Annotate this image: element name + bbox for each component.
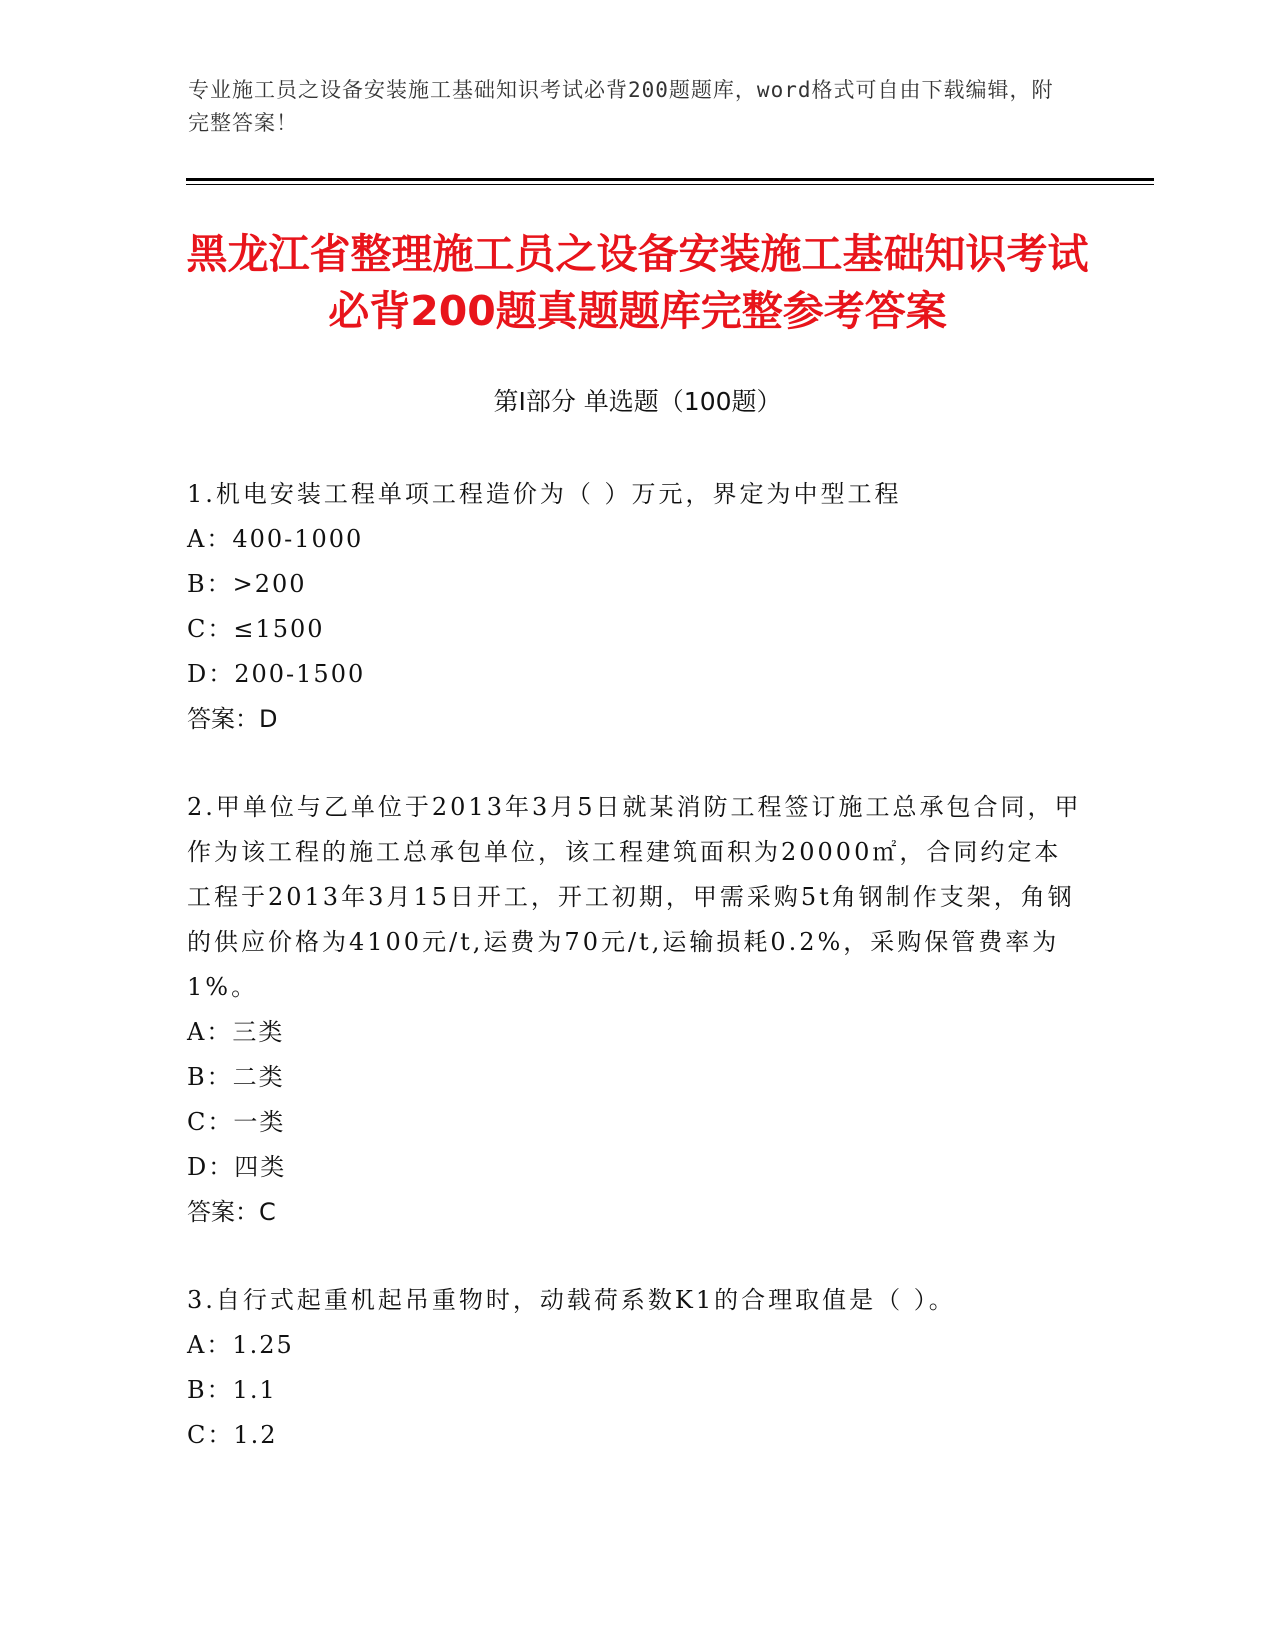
question-text: 2.甲单位与乙单位于2013年3月5日就某消防工程签订施工总承包合同，甲作为该工程的施工总承包单位，该工程建筑面积为20000㎡，合同约定本工程于2013年3月15日开工，开工初期，甲需采购5t角钢制作支架，角钢的供应价格为4100元/t,运费为70元/t,运输损耗0.2%，采购保管费率为1%。 xyxy=(187,793,1082,1001)
question-list xyxy=(187,472,1087,1501)
option-a: A：三类 xyxy=(187,1018,285,1046)
section-title: 第Ⅰ部分 单选题（100题） xyxy=(493,387,782,416)
option-d: D：四类 xyxy=(187,1153,287,1181)
answer: 答案：D xyxy=(187,705,278,733)
option-c: C：一类 xyxy=(187,1108,286,1136)
option-c: C：1.2 xyxy=(187,1421,278,1449)
answer: 答案：C xyxy=(187,1198,276,1226)
option-c: C：≤1500 xyxy=(187,615,325,643)
option-a: A：1.25 xyxy=(187,1331,294,1359)
question-2 xyxy=(187,785,1087,1235)
option-d: D：200-1500 xyxy=(187,660,366,688)
question-1 xyxy=(187,472,1087,742)
option-b: B：1.1 xyxy=(187,1376,277,1404)
question-3 xyxy=(187,1278,1087,1458)
header-rule-thick xyxy=(186,178,1154,181)
header-rule-thin xyxy=(186,184,1154,185)
document-title: 黑龙江省整理施工员之设备安装施工基础知识考试必背200题真题题库完整参考答案 xyxy=(186,230,1089,335)
option-a: A：400-1000 xyxy=(187,525,364,553)
question-text: 1.机电安装工程单项工程造价为（ ）万元，界定为中型工程 xyxy=(187,480,902,508)
header-note: 专业施工员之设备安装施工基础知识考试必背200题题库，word格式可自由下载编辑，附完整答案！ xyxy=(188,78,1054,135)
option-b: B：>200 xyxy=(187,570,307,598)
option-b: B：二类 xyxy=(187,1063,285,1091)
question-text: 3.自行式起重机起吊重物时，动载荷系数K1的合理取值是（ ）。 xyxy=(187,1286,956,1314)
